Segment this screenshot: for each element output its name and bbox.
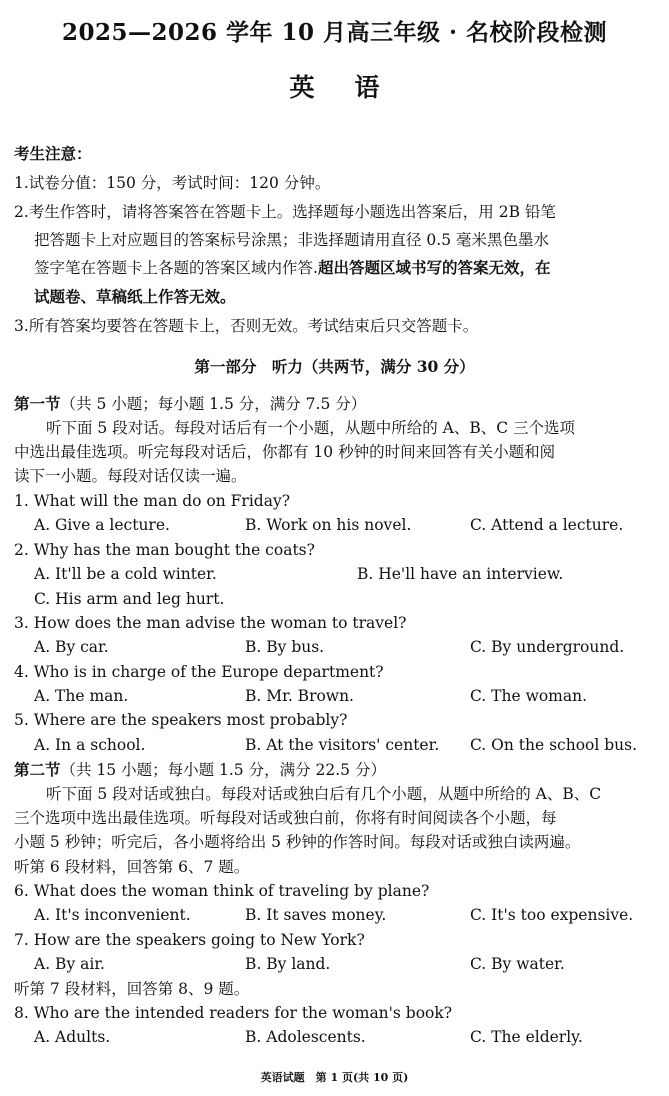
question-7-option-a: A. By air. xyxy=(34,955,105,973)
question-5-option-c: C. On the school bus. xyxy=(470,736,638,754)
section-1-title: 第一节 xyxy=(14,394,61,413)
question-8-option-c: C. The elderly. xyxy=(470,1028,583,1046)
question-2-option-b: B. He'll have an interview. xyxy=(357,565,564,583)
section-1-heading xyxy=(14,392,366,416)
section-1-instr-3: 读下一小题。每段对话仅读一遍。 xyxy=(14,467,247,485)
question-7-option-c: C. By water. xyxy=(470,955,565,973)
question-1-option-a: A. Give a lecture. xyxy=(34,516,170,534)
material-7-instruction: 听第 7 段材料，回答第 8、9 题。 xyxy=(14,980,250,998)
notice-item-2-line-4: 试题卷、草稿纸上作答无效。 xyxy=(34,287,236,306)
question-3-option-c: C. By underground. xyxy=(470,638,625,656)
section-1-detail: （共 5 小题；每小题 1.5 分，满分 7.5 分） xyxy=(60,395,367,413)
question-1-option-c: C. Attend a lecture. xyxy=(470,516,624,534)
question-7-option-b: B. By land. xyxy=(245,955,331,973)
page-footer: 英语试题 第 1 页(共 10 页) xyxy=(260,1071,409,1084)
question-8: 8. Who are the intended readers for the woman's book? xyxy=(14,1004,453,1022)
question-8-option-a: A. Adults. xyxy=(34,1028,111,1046)
section-1-instr-2: 中选出最佳选项。听完每段对话后，你都有 10 秒钟的时间来回答有关小题和阅 xyxy=(14,443,556,461)
question-6: 6. What does the woman think of traveling by plane? xyxy=(14,882,430,900)
section-2-instr-2: 三个选项中选出最佳选项。听每段对话或独白前，你将有时间阅读各个小题，每 xyxy=(14,809,557,827)
notice-item-2-line-3-bold: 超出答题区域书写的答案无效，在 xyxy=(317,258,551,277)
page-title: 2025—2026 学年 10 月高三年级 · 名校阶段检测 xyxy=(61,19,608,46)
notice-heading: 考生注意： xyxy=(14,144,92,163)
question-2-option-a: A. It'll be a cold winter. xyxy=(34,565,217,583)
question-3-option-a: A. By car. xyxy=(34,638,109,656)
question-4-option-b: B. Mr. Brown. xyxy=(245,687,354,705)
question-2: 2. Why has the man bought the coats? xyxy=(14,541,315,559)
section-2-heading xyxy=(14,758,386,782)
section-2-instr-1: 听下面 5 段对话或独白。每段对话或独白后有几个小题，从题中所给的 A、B、C xyxy=(46,785,602,803)
question-3-option-b: B. By bus. xyxy=(245,638,325,656)
question-6-option-b: B. It saves money. xyxy=(245,906,387,924)
notice-item-3: 3.所有答案均要答在答题卡上，否则无效。考试结束后只交答题卡。 xyxy=(14,317,479,335)
section-1-instr-1: 听下面 5 段对话。每段对话后有一个小题，从题中所给的 A、B、C 三个选项 xyxy=(46,419,576,437)
question-8-option-b: B. Adolescents. xyxy=(245,1028,366,1046)
question-3: 3. How does the man advise the woman to travel? xyxy=(14,614,407,632)
notice-item-2-line-3-normal: 签字笔在答题卡上各题的答案区域内作答. xyxy=(34,259,318,277)
question-4-option-c: C. The woman. xyxy=(470,687,588,705)
notice-item-1: 1.试卷分值：150 分，考试时间：120 分钟。 xyxy=(14,174,331,192)
question-5-option-b: B. At the visitors' center. xyxy=(245,736,440,754)
notice-item-2-line-1: 2.考生作答时，请将答案答在答题卡上。选择题每小题选出答案后，用 2B 铅笔 xyxy=(14,203,556,221)
question-4: 4. Who is in charge of the Europe department? xyxy=(14,663,384,681)
question-5: 5. Where are the speakers most probably? xyxy=(14,711,348,729)
question-6-option-a: A. It's inconvenient. xyxy=(34,906,191,924)
section-2-instr-3: 小题 5 秒钟；听完后，各小题将给出 5 秒钟的作答时间。每段对话或独白读两遍。 xyxy=(14,833,581,851)
subject-title: 英语 xyxy=(289,73,420,102)
notice-item-2-line-2: 把答题卡上对应题目的答案标号涂黑；非选择题请用直径 0.5 毫米黑色墨水 xyxy=(34,231,550,249)
question-4-option-a: A. The man. xyxy=(34,687,129,705)
material-6-instruction: 听第 6 段材料，回答第 6、7 题。 xyxy=(14,858,250,876)
question-2-option-c: C. His arm and leg hurt. xyxy=(34,590,225,608)
question-7: 7. How are the speakers going to New York? xyxy=(14,931,365,949)
question-1: 1. What will the man do on Friday? xyxy=(14,492,291,510)
section-2-detail: （共 15 小题；每小题 1.5 分，满分 22.5 分） xyxy=(60,761,386,779)
question-1-option-b: B. Work on his novel. xyxy=(245,516,412,534)
notice-item-2-line-3 xyxy=(34,256,550,280)
question-6-option-c: C. It's too expensive. xyxy=(470,906,634,924)
question-5-option-a: A. In a school. xyxy=(34,736,146,754)
section-2-title: 第二节 xyxy=(14,760,61,779)
part-1-heading: 第一部分 听力（共两节，满分 30 分） xyxy=(194,357,475,376)
